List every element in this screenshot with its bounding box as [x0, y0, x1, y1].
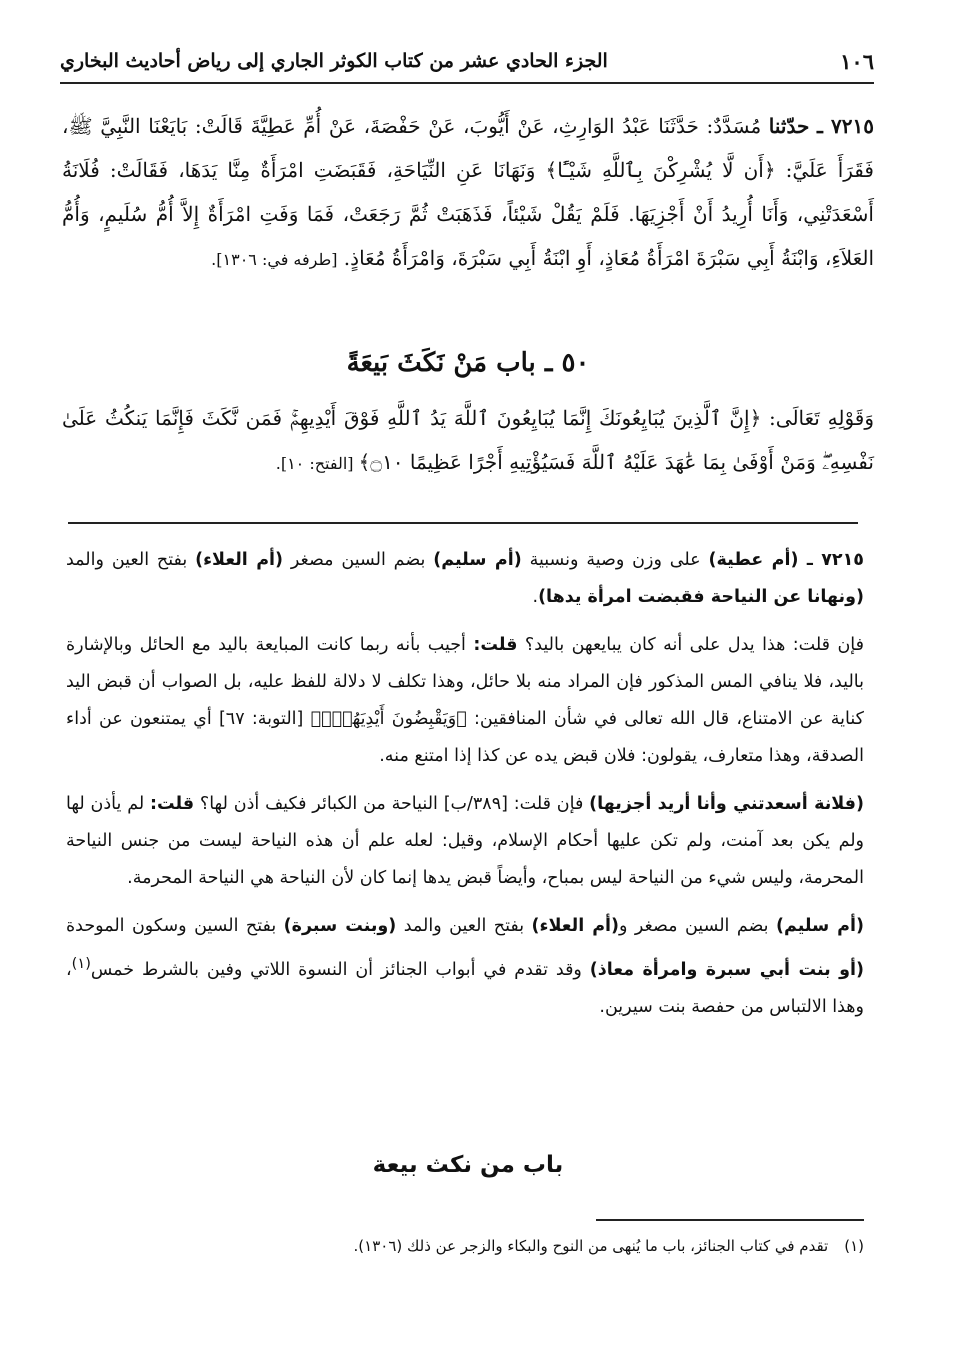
- commentary-paragraph: [66, 786, 864, 897]
- bold-term: (ونهانا عن النياحة فقبضت امرأة يدها): [538, 587, 864, 607]
- commentary-text: بفتح العين والمد: [396, 916, 532, 936]
- bold-term: قلت:: [149, 794, 195, 814]
- footnote-number: (١): [844, 1237, 864, 1255]
- bold-term: (أم سليم): [433, 550, 522, 570]
- narration-label: حدّثنا: [768, 114, 810, 138]
- commentary: [66, 542, 864, 1037]
- verse-intro: وَقَوْلِهِ تَعَالَى:: [761, 406, 874, 430]
- footnote: [66, 1232, 864, 1260]
- commentary-text: على وزن وصية ونسبية: [521, 550, 709, 570]
- commentary-divider: [68, 522, 858, 524]
- bold-term: (وبنت سبرة): [283, 916, 397, 936]
- hadith-number: ٧٢١٥ ـ: [816, 114, 875, 138]
- commentary-text: [التوبة: ٦٧] أي يمتنعون عن أداء الصدقة، وهذا متعارف، يقولون: فلان قبض يده عن كذا إذا امتنع منه.: [66, 709, 864, 766]
- bold-term: قلت:: [473, 635, 518, 655]
- commentary-paragraph: [66, 908, 864, 1026]
- page-header: [60, 40, 874, 84]
- commentary-text: .: [532, 587, 539, 607]
- commentary-text: بفتح العين والمد: [66, 550, 196, 570]
- isnad: مُسَدَّدٌ: حَدَّثَنَا عَبْدُ الوَارِثِ، عَنْ أَيُّوبَ، عَنْ حَفْصَةَ، عَنْ أُمِّ عَطِيَّةَ قَالَتْ: بَايَعْنَا النَّبِيَّ ﷺ، فَقَرَأَ عَلَيَّ:: [62, 114, 874, 182]
- footnote-divider: [596, 1219, 864, 1221]
- footnote-text: تقدم في كتاب الجنائز، باب ما يُنهى من النوح والبكاء والزجر عن ذلك (١٣٠٦).: [353, 1237, 829, 1255]
- commentary-text: وقد تقدم في أبواب الجنائز أن النسوة اللاتي وفين بالشرط خمس: [90, 959, 590, 980]
- commentary-paragraph: [66, 542, 864, 616]
- chapter-verse: [62, 396, 874, 486]
- hadith-reference: [طرفه في: ١٣٠٦].: [211, 250, 338, 269]
- hadith-text: [62, 104, 874, 282]
- page-number: ١٠٦: [840, 48, 874, 74]
- commentary-text: بضم السين مصغر و: [619, 916, 776, 936]
- bold-term: (فلانة أسعدتني وأنا أريد أجزيها): [589, 794, 865, 814]
- bold-term: (أم العلاء): [531, 916, 620, 936]
- commentary-text: فإن قلت: هذا يدل على أنه كان يبايعهن باليد؟: [517, 635, 864, 655]
- matn: وَنَهَانَا عَنِ النِّيَاحَةِ، فَقَبَضَتِ امْرَأَةٌ مِنَّا يَدَهَا، فَقَالَتْ: فُلَانَةُ أَسْعَدَتْنِي، وَأَنَا أُرِيدُ أَنْ أَجْزِيَهَا. فَلَمْ يَقُلْ شَيْئاً، فَذَهَبَتْ ثُمَّ رَجَعَتْ، فَمَا وَفَتِ امْرَأَةٌ إِلاَّ أُمُّ سُلَيمٍ، وَأُمُّ العَلاَءِ، وَابْنَةُ أَبِي سَبْرَةَ امْرَأَةُ مُعَاذٍ، أَوِ ابْنَةُ أَبِي سَبْرَةَ، وَامْرَأَةُ مُعَاذٍ.: [62, 158, 874, 270]
- commentary-text: بضم السين مصغر: [283, 550, 434, 570]
- commentary-text: لم يأذن لها ولم يكن بعد آمنت، ولم تكن عليها أحكام الإسلام، وقيل: لعله علم أن هذه النياحة ليست من جنس النياحة المحرمة، وليس شيء من النياحة ليس بمباح، وأيضاً قبض يدها إنما كان لأن النياحة هي النياحة المحرمة.: [66, 794, 864, 888]
- commentary-text: بفتح السين وسكون الموحدة: [66, 916, 284, 936]
- verse-reference: [الفتح: ١٠].: [275, 454, 359, 473]
- bold-term: (أم العلاء): [195, 550, 284, 570]
- quran-quote: ﴿وَيَقْبِضُونَ أَيْدِيَهُمْۚ﴾: [310, 709, 467, 729]
- commentary-text: ، وهذا الالتباس من حفصة بنت سيرين.: [66, 959, 864, 1017]
- footnote-reference[interactable]: (١): [71, 955, 91, 972]
- next-section-title: باب من نكث بيعة: [372, 1152, 564, 1178]
- quran-quote: ﴿أَن لَّا يُشْرِكْنَ بِٱللَّهِ شَيْـًٔا﴾: [545, 158, 776, 182]
- bold-term: (أو بنت أبي سبرة وامرأة معاذ): [589, 959, 864, 980]
- commentary-text: فإن قلت: [٣٨٩/ب] النياحة من الكبائر فكيف أذن لها؟: [194, 794, 590, 814]
- verse-text: ﴿إِنَّ ٱلَّذِينَ يُبَايِعُونَكَ إِنَّمَا يُبَايِعُونَ ٱللَّهَ يَدُ ٱللَّهِ فَوْقَ أَيْدِيهِمْۚ فَمَن نَّكَثَ فَإِنَّمَا يَنكُثُ عَلَىٰ نَفْسِهِۦۖ وَمَنْ أَوْفَىٰ بِمَا عَٰهَدَ عَلَيْهُ ٱللَّهَ فَسَيُؤْتِيهِ أَجْرًا عَظِيمًا ۝١٠﴾: [62, 406, 874, 474]
- commentary-text: أجيب بأنه ربما كانت المبايعة باليد مع الحائل وبالإشارة باليد، فلا ينافي المس المذكور فإن المراد منه بلا حائل، وهذا تكلف لا دلالة للفظ عليه، بل الصواب أن قبض اليد كناية عن الامتناع، قال الله تعالى في شأن المنافقين:: [66, 635, 864, 729]
- chapter-title: ٥٠ ـ باب مَنْ نَكَثَ بَيعَةً: [346, 348, 590, 378]
- commentary-paragraph: [66, 627, 864, 775]
- bold-term: (أم سليم): [775, 916, 864, 936]
- running-title: الجزء الحادي عشر من كتاب الكوثر الجاري إلى رياض أحاديث البخاري: [60, 50, 608, 72]
- bold-term: ٧٢١٥ ـ (أم عطية): [708, 550, 864, 570]
